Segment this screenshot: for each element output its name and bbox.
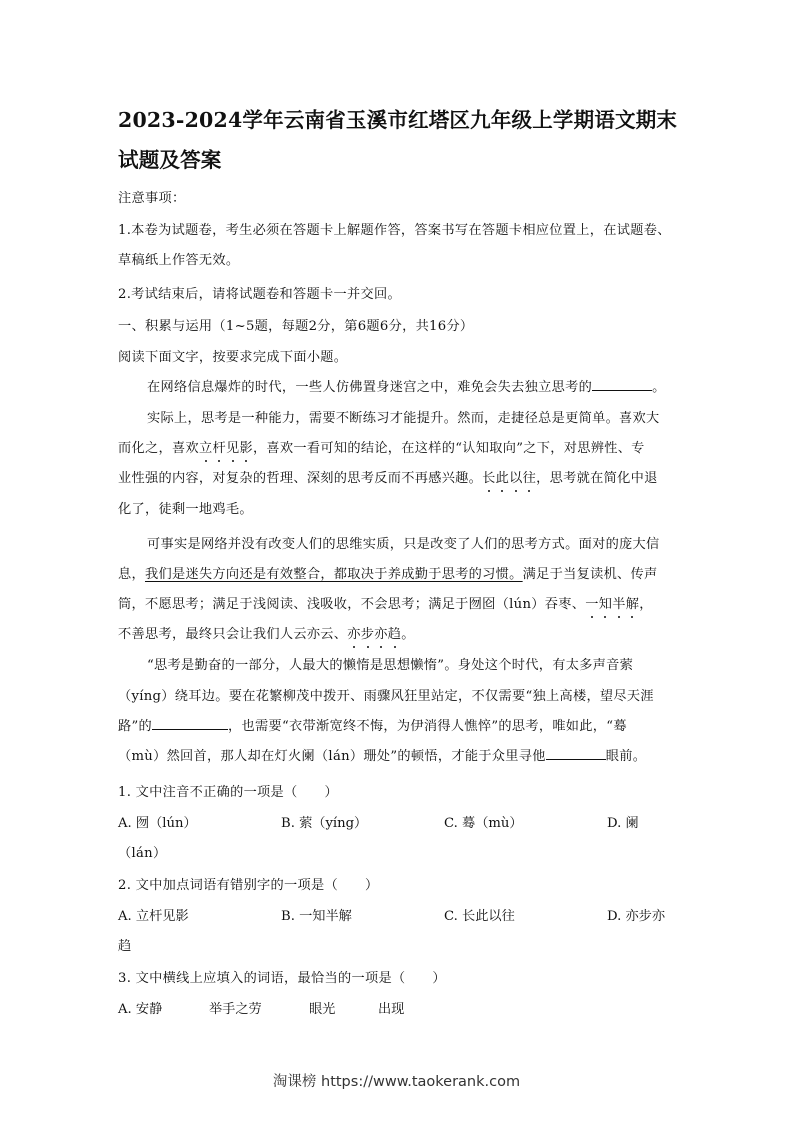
emphasis-dot-char: 亦 — [347, 627, 361, 642]
passage-paragraph-2-line-4: 化了，徒剩一地鸡毛。 — [118, 502, 253, 517]
passage-paragraph-2-line-3: 业性强的内容，对复杂的哲理、深刻的思考反而不再感兴趣。长此以往，思考就在简化中退 — [118, 471, 658, 486]
q1-option-d-continued: （lán） — [118, 846, 167, 861]
passage-paragraph-3-line-4: 不善思考，最终只会让我们人云亦云、亦步亦趋。 — [118, 627, 415, 642]
emphasis-dot-char: 一 — [585, 597, 599, 612]
emphasis-dot-char: 以 — [509, 471, 523, 486]
answer-blank — [592, 378, 652, 391]
emphasis-dot-char: 杆 — [212, 441, 226, 456]
passage-paragraph-3-line-1: 可事实是网络并没有改变人们的思维实质，只是改变了人们的思考方式。面对的庞大信 — [147, 537, 660, 552]
emphasis-dot-char: 半 — [612, 597, 626, 612]
passage-paragraph-1: 在网络信息爆炸的时代，一些人仿佛置身迷宫之中，难免会失去独立思考的 。 — [147, 380, 666, 395]
section-heading: 一、积累与运用（1~5题，每题2分，第6题6分，共16分） — [118, 319, 474, 334]
notice-heading: 注意事项： — [118, 191, 186, 206]
q2-option-d-continued: 趋 — [118, 939, 132, 954]
page-title: 2023-2024学年云南省玉溪市红塔区九年级上学期语文期末 试题及答案 — [118, 108, 678, 172]
dotted-phrase — [347, 627, 401, 642]
notice-1-line-2: 草稿纸上作答无效。 — [118, 253, 240, 268]
dotted-phrase — [199, 441, 253, 456]
answer-blank — [546, 747, 606, 760]
q2-option-a: A. 立杆见影 — [118, 909, 189, 924]
passage-paragraph-3-line-3: 筒，不愿思考；满足于浅阅读、浅吸收，不会思考；满足于囫囵（lún）吞枣、一知半解， — [118, 597, 653, 612]
notice-1-line-1: 1.本卷为试题卷，考生必须在答题卡上解题作答，答案书写在答题卡相应位置上，在试题卷、 — [118, 223, 671, 238]
question-2: 2. 文中加点词语有错别字的一项是（ ） — [118, 878, 379, 893]
dotted-phrase — [585, 597, 639, 612]
passage-paragraph-2-line-2: 而化之，喜欢立杆见影，喜欢一看可知的结论，在这样的“认知取向”之下，对思辨性、专 — [118, 441, 645, 456]
emphasis-dot-char: 立 — [198, 441, 213, 456]
emphasis-dot-char: 见 — [225, 441, 240, 456]
emphasis-dot-char: 趋 — [387, 627, 402, 642]
footer-watermark: 淘课榜 https://www.taokerank.com — [272, 1074, 521, 1090]
q2-option-b: B. 一知半解 — [281, 909, 352, 924]
answer-blank — [152, 717, 228, 730]
passage-paragraph-4-line-2: （yíng）绕耳边。要在花繁柳茂中拨开、雨骤风狂里站定，不仅需要“独上高楼，望尽天涯 — [118, 689, 654, 704]
question-1: 1. 文中注音不正确的一项是（ ） — [118, 785, 338, 800]
reading-instruction: 阅读下面文字，按要求完成下面小题。 — [118, 350, 348, 365]
emphasis-dot-char: 亦 — [374, 627, 388, 642]
emphasis-dot-char: 步 — [360, 627, 375, 642]
emphasis-dot-char: 长 — [482, 471, 496, 486]
q1-option-c: C. 蓦（mù） — [444, 816, 523, 831]
dotted-phrase — [482, 471, 536, 486]
q2-option-d: D. 亦步亦 — [607, 909, 666, 924]
q1-option-d: D. 阑 — [607, 816, 639, 831]
q3-option-a-word-2: 举手之劳 — [209, 1002, 262, 1017]
notice-2: 2.考试结束后，请将试题卷和答题卡一并交回。 — [118, 287, 401, 302]
passage-paragraph-4-line-3: 路”的 ，也需要“衣带渐宽终不悔，为伊消得人憔悴”的思考，唯如此，“蓦 — [118, 719, 627, 734]
q3-option-a-word-3: 眼光 — [309, 1002, 336, 1017]
passage-paragraph-2-line-1: 实际上，思考是一种能力，需要不断练习才能提升。然而，走捷径总是更简单。喜欢大 — [147, 411, 660, 426]
underlined-sentence: 我们是迷失方向还是有效整合，都取决于养成勤于思考的习惯。 — [144, 567, 523, 582]
emphasis-dot-char: 往 — [522, 471, 537, 486]
emphasis-dot-char: 解 — [625, 597, 640, 612]
passage-paragraph-4-line-4: （mù）然回首，那人却在灯火阑（lán）珊处”的顿悟，才能于众里寻他 眼前。 — [118, 749, 647, 764]
question-3: 3. 文中横线上应填入的词语，最恰当的一项是（ ） — [118, 971, 446, 986]
q3-option-a-word-4: 出现 — [378, 1002, 405, 1017]
emphasis-dot-char: 知 — [598, 597, 613, 612]
q2-option-c: C. 长此以往 — [444, 909, 515, 924]
emphasis-dot-char: 此 — [495, 471, 510, 486]
emphasis-dot-char: 影 — [239, 441, 253, 456]
q3-option-a-word-1: A. 安静 — [118, 1002, 163, 1017]
passage-paragraph-3-line-2: 息，我们是迷失方向还是有效整合，都取决于养成勤于思考的习惯。满足于当复读机、传声 — [118, 567, 658, 582]
passage-paragraph-4-line-1: “思考是勤奋的一部分，人最大的懒惰是思想懒惰”。身处这个时代，有太多声音萦 — [147, 658, 634, 673]
q1-option-b: B. 萦（yíng） — [281, 816, 368, 831]
q1-option-a: A. 囫（lún） — [118, 816, 197, 831]
